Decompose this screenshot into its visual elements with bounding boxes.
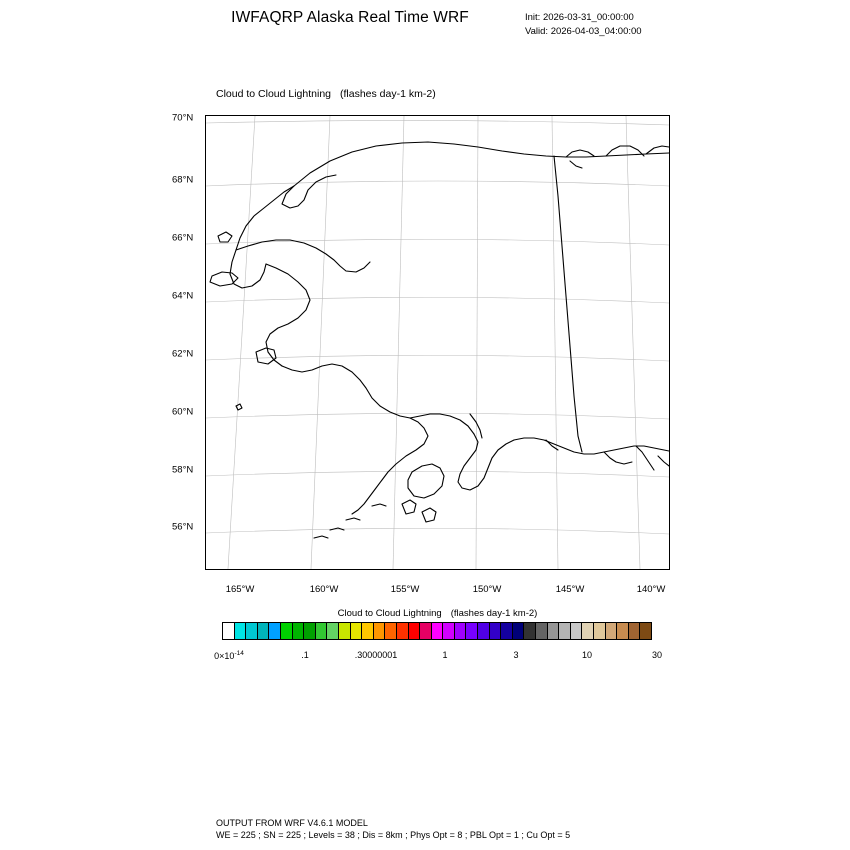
field-name: Cloud to Cloud Lightning xyxy=(216,88,331,100)
page-title: IWFAQRP Alaska Real Time WRF xyxy=(231,9,469,26)
colorbar-tick-label: 10 xyxy=(581,650,593,660)
colorbar-swatch-17 xyxy=(420,623,432,639)
colorbar-title xyxy=(205,608,670,619)
colorbar-swatch-25 xyxy=(513,623,525,639)
colorbar xyxy=(222,622,652,640)
xtick-label: 145°W xyxy=(555,584,585,595)
colorbar-swatch-34 xyxy=(617,623,629,639)
colorbar-swatch-3 xyxy=(258,623,270,639)
colorbar-swatch-14 xyxy=(385,623,397,639)
colorbar-swatch-4 xyxy=(269,623,281,639)
colorbar-swatch-21 xyxy=(466,623,478,639)
colorbar-tick-text: 0×10 xyxy=(214,651,235,661)
colorbar-tick-exponent: -14 xyxy=(234,650,244,657)
colorbar-swatch-26 xyxy=(524,623,536,639)
ytick-label: 60°N xyxy=(172,406,194,418)
ytick-label: 68°N xyxy=(172,174,194,186)
colorbar-tick-label: .30000001 xyxy=(354,650,398,660)
colorbar-swatch-8 xyxy=(316,623,328,639)
colorbar-swatch-19 xyxy=(443,623,455,639)
colorbar-swatch-23 xyxy=(490,623,502,639)
map-graticule-and-coastlines xyxy=(206,116,669,569)
colorbar-units: (flashes day-1 km-2) xyxy=(450,608,538,619)
ytick-label: 70°N xyxy=(172,112,194,124)
colorbar-swatch-35 xyxy=(629,623,641,639)
colorbar-swatch-27 xyxy=(536,623,548,639)
colorbar-swatch-1 xyxy=(235,623,247,639)
xtick-label: 150°W xyxy=(472,584,502,595)
colorbar-tick-label xyxy=(214,650,244,661)
colorbar-swatch-29 xyxy=(559,623,571,639)
ytick-label: 64°N xyxy=(172,290,194,302)
colorbar-swatch-7 xyxy=(304,623,316,639)
latitude-gridlines xyxy=(206,120,669,534)
xtick-label: 155°W xyxy=(390,584,420,595)
ytick-label: 58°N xyxy=(172,464,194,476)
colorbar-tick-label: .1 xyxy=(301,650,309,660)
colorbar-swatch-0 xyxy=(223,623,235,639)
field-label xyxy=(216,88,436,100)
colorbar-swatch-33 xyxy=(606,623,618,639)
footer-model-line: OUTPUT FROM WRF V4.6.1 MODEL xyxy=(216,818,368,828)
footer-config-line: WE = 225 ; SN = 225 ; Levels = 38 ; Dis = 8km ; Phys Opt = 8 ; PBL Opt = 1 ; Cu Opt = 5 xyxy=(216,830,571,840)
colorbar-swatch-30 xyxy=(571,623,583,639)
colorbar-swatch-16 xyxy=(409,623,421,639)
colorbar-swatch-36 xyxy=(640,623,651,639)
colorbar-swatch-12 xyxy=(362,623,374,639)
colorbar-tick-label: 30 xyxy=(651,650,663,660)
colorbar-swatch-24 xyxy=(501,623,513,639)
colorbar-swatch-28 xyxy=(548,623,560,639)
ytick-label: 66°N xyxy=(172,232,194,244)
longitude-gridlines xyxy=(228,116,640,569)
colorbar-swatch-31 xyxy=(582,623,594,639)
colorbar-swatch-32 xyxy=(594,623,606,639)
colorbar-swatch-9 xyxy=(327,623,339,639)
xtick-label: 165°W xyxy=(225,584,255,595)
colorbar-tick-label: 3 xyxy=(513,650,519,660)
init-time-label: Init: 2026-03-31_00:00:00 xyxy=(525,12,634,23)
xtick-label: 140°W xyxy=(636,584,666,595)
colorbar-swatch-13 xyxy=(374,623,386,639)
colorbar-swatch-15 xyxy=(397,623,409,639)
colorbar-swatch-11 xyxy=(351,623,363,639)
valid-time-label: Valid: 2026-04-03_04:00:00 xyxy=(525,26,642,37)
map-plot-area xyxy=(205,115,670,570)
colorbar-swatch-20 xyxy=(455,623,467,639)
coastline-paths xyxy=(210,142,669,538)
colorbar-swatch-10 xyxy=(339,623,351,639)
ytick-label: 62°N xyxy=(172,348,194,360)
colorbar-field-name: Cloud to Cloud Lightning xyxy=(337,608,442,619)
colorbar-swatch-2 xyxy=(246,623,258,639)
field-units: (flashes day-1 km-2) xyxy=(340,88,436,100)
colorbar-swatch-18 xyxy=(432,623,444,639)
colorbar-tick-label: 1 xyxy=(442,650,448,660)
xtick-label: 160°W xyxy=(309,584,339,595)
colorbar-swatch-6 xyxy=(293,623,305,639)
ytick-label: 56°N xyxy=(172,521,194,533)
colorbar-swatch-22 xyxy=(478,623,490,639)
colorbar-swatch-5 xyxy=(281,623,293,639)
